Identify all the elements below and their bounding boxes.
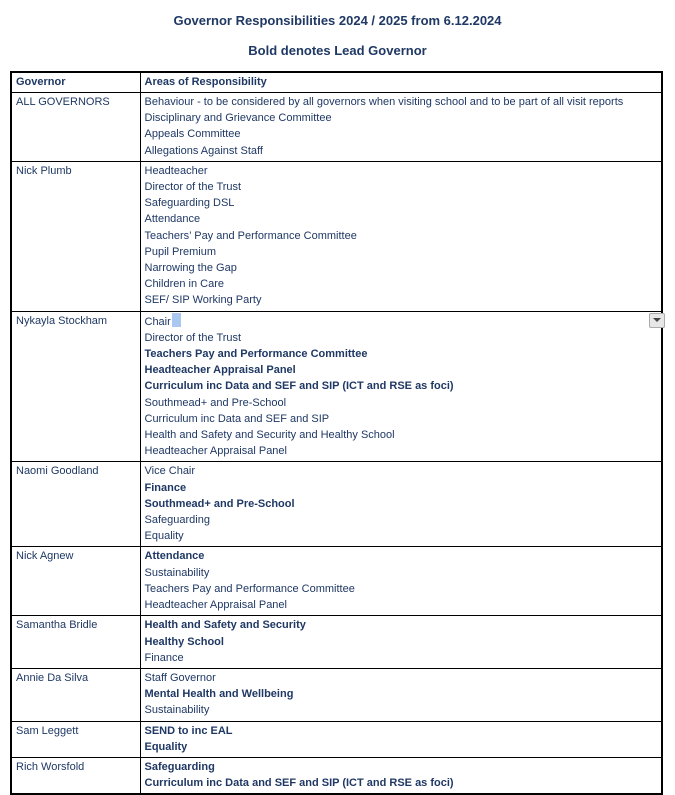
column-header-governor: Governor (11, 72, 140, 93)
responsibility-item: SEF/ SIP Working Party (144, 294, 262, 307)
responsibility-item: Behaviour - to be considered by all governors when visiting school and to be part of all visit reports (144, 96, 624, 108)
chevron-down-icon (653, 318, 661, 322)
column-header-areas-of-responsibility: Areas of Responsibility (140, 72, 662, 93)
responsibility-item: Safeguarding (144, 760, 215, 773)
table-row (11, 547, 662, 616)
responsibility-item: Southmead+ and Pre-School (144, 396, 287, 409)
responsibility-item: Health and Safety and Security and Healthy School (144, 429, 395, 442)
responsibility-item: Curriculum inc Data and SEF and SIP (ICT and RSE as foci) (144, 777, 454, 790)
responsibilities-cell[interactable] (140, 547, 662, 616)
responsibility-item: Curriculum inc Data and SEF and SIP (144, 412, 330, 425)
responsibility-item: Equality (144, 740, 188, 753)
responsibility-item: Safeguarding DSL (144, 197, 235, 210)
responsibility-item: Disciplinary and Grievance Committee (144, 112, 332, 125)
responsibility-item: Attendance (144, 550, 205, 563)
responsibility-item: Healthy School (144, 635, 224, 648)
responsibility-item: Mental Health and Wellbeing (144, 688, 294, 701)
responsibility-item: Teachers Pay and Performance Committee (144, 582, 355, 595)
responsibility-item: Pupil Premium (144, 245, 217, 258)
governor-name-cell[interactable]: Nick Agnew (11, 547, 140, 616)
responsibility-item: Health and Safety and Security (144, 619, 306, 632)
page-subtitle: Bold denotes Lead Governor (248, 43, 427, 58)
responsibilities-cell[interactable] (140, 161, 662, 311)
responsibility-item: Finance (144, 481, 187, 494)
governor-name-cell[interactable]: Nykayla Stockham (11, 311, 140, 462)
responsibility-item: Appeals Committee (144, 128, 241, 141)
governor-name-cell[interactable]: Naomi Goodland (11, 462, 140, 547)
responsibility-item: Curriculum inc Data and SEF and SIP (ICT and RSE as foci) (144, 380, 454, 393)
table-row (11, 161, 662, 311)
responsibility-item: Headteacher Appraisal Panel (144, 445, 287, 458)
responsibility-item: Attendance (144, 213, 201, 226)
responsibility-item: Vice Chair (144, 465, 196, 478)
responsibility-item: Teachers’ Pay and Performance Committee (144, 229, 357, 242)
responsibilities-cell[interactable] (140, 462, 662, 547)
table-row (11, 311, 662, 462)
responsibility-item: Headteacher Appraisal Panel (144, 364, 296, 377)
governor-name-cell[interactable]: Sam Leggett (11, 721, 140, 757)
responsibility-item: Safeguarding (144, 514, 210, 527)
header-row (11, 72, 662, 93)
table-row (11, 757, 662, 794)
responsibility-item: Director of the Trust (144, 331, 242, 344)
responsibility-item: Southmead+ and Pre-School (144, 497, 295, 510)
cell-dropdown-button[interactable] (649, 313, 665, 328)
table-header (11, 72, 662, 93)
governor-responsibilities-table (10, 71, 663, 795)
responsibilities-cell[interactable] (140, 668, 662, 721)
responsibility-item: Allegations Against Staff (144, 144, 263, 157)
responsibility-item: Sustainability (144, 704, 210, 717)
responsibility-item: Chair (145, 313, 659, 330)
table-row (11, 668, 662, 721)
responsibility-item: Staff Governor (144, 671, 216, 684)
responsibility-item: Director of the Trust (144, 181, 242, 194)
responsibility-item: Teachers Pay and Performance Committee (144, 348, 368, 361)
table-row (11, 93, 662, 162)
text-selection-cursor (172, 313, 181, 327)
page-title: Governor Responsibilities 2024 / 2025 from 6.12.2024 (173, 13, 502, 28)
responsibilities-cell[interactable] (140, 93, 662, 162)
responsibility-item: Headteacher Appraisal Panel (144, 599, 287, 612)
governor-name-cell[interactable]: Samantha Bridle (11, 616, 140, 669)
responsibility-item: Narrowing the Gap (144, 262, 237, 275)
governor-name-cell[interactable]: ALL GOVERNORS (11, 93, 140, 162)
table-row (11, 721, 662, 757)
responsibility-item: Equality (144, 530, 184, 543)
responsibility-item: SEND to inc EAL (144, 724, 233, 737)
governor-table-body (11, 93, 662, 795)
responsibilities-cell[interactable] (140, 757, 662, 794)
responsibilities-cell[interactable] (140, 721, 662, 757)
responsibility-item: Sustainability (144, 566, 210, 579)
responsibility-item: Children in Care (144, 278, 224, 291)
governor-name-cell[interactable]: Rich Worsfold (11, 757, 140, 794)
governor-name-cell[interactable]: Annie Da Silva (11, 668, 140, 721)
governor-name-cell[interactable]: Nick Plumb (11, 161, 140, 311)
responsibility-item: Headteacher (144, 164, 208, 177)
table-row (11, 462, 662, 547)
table-row (11, 616, 662, 669)
responsibility-item: Finance (144, 651, 184, 664)
responsibilities-cell[interactable] (140, 616, 662, 669)
responsibilities-cell[interactable] (140, 311, 662, 462)
